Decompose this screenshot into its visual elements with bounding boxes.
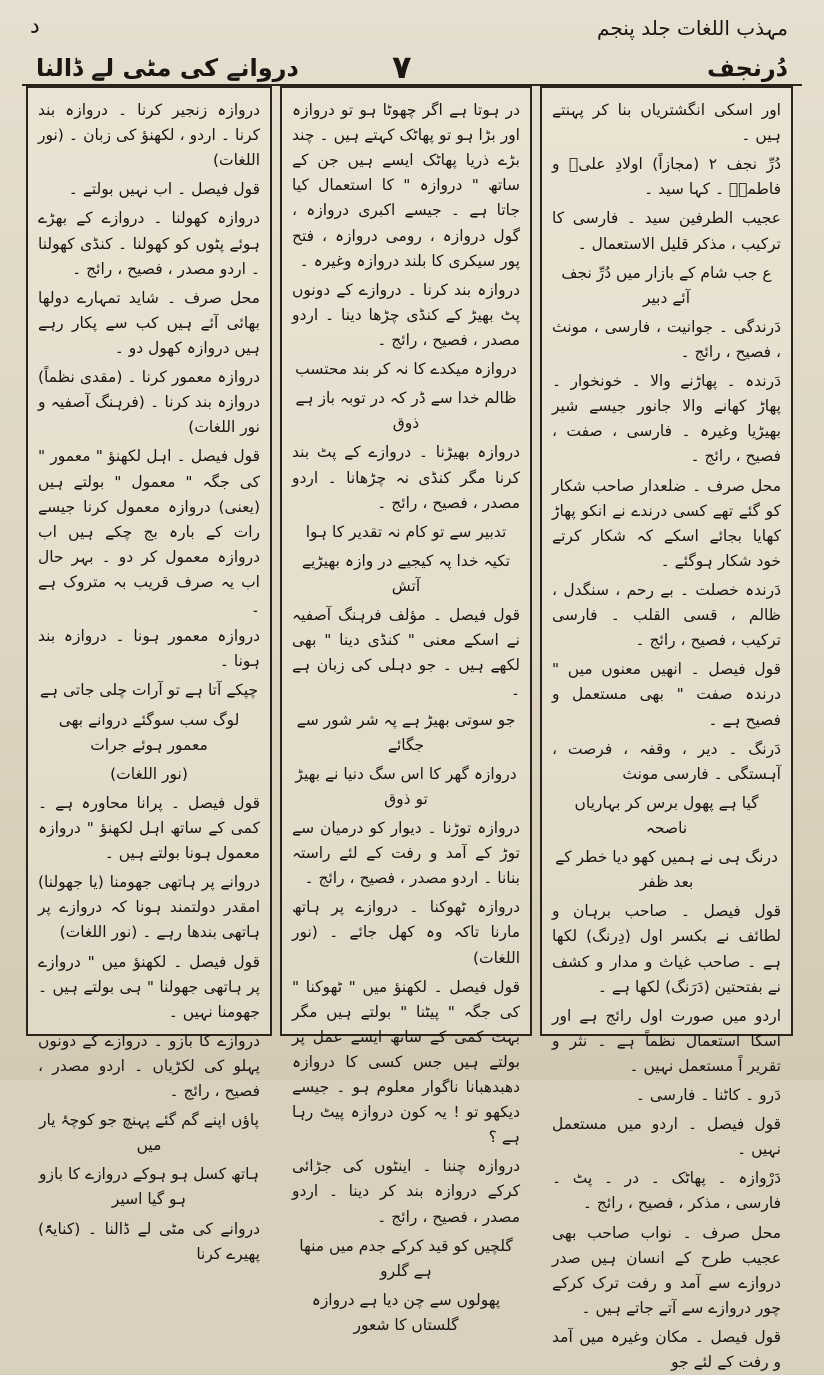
first-entry-word: دُرنجف (706, 54, 788, 82)
entry-paragraph: قول فیصل ۔ لکھنؤ میں " دروازے پر ہاتھی جھولنا " ہی بولتے ہیں ۔ جھومنا نہیں ۔ (38, 952, 260, 1021)
entry-paragraph: دَرنگ ۔ دیر ، وقفہ ، فرصت ، آہستگی ۔ فارسی مونث (552, 739, 781, 783)
section-letter: د (30, 14, 40, 39)
column-left (26, 86, 272, 1263)
entry-paragraph: قول فیصل ۔ اب نہیں بولتے ۔ (68, 180, 260, 199)
verse-line: تکیہ خدا پہ کیجیے در وازہ بھیڑیے آتش (301, 551, 511, 595)
entry-paragraph: اور اسکی انگشتریاں بنا کر پہنتے ہیں ۔ (552, 101, 781, 145)
entry-paragraph: قول فیصل ۔ اردو میں مستعمل نہیں ۔ (552, 1115, 781, 1159)
verse-line: ع جب شام کے بازار میں دُرِّ نجف آئے دبیر (561, 263, 772, 307)
entry-paragraph: دروازہ توڑنا ۔ دیوار کو درمیان سے توڑ کے آمد و رفت کے لئے راستہ بنانا ۔ اردو مصدر ، فصیح ، رائج ۔ (292, 818, 520, 888)
entry-paragraph: دروازہ معمور ہونا ۔ دروازہ بند ہونا ۔ (38, 627, 260, 671)
entry-paragraph: دروانے کی مٹی لے ڈالنا ۔ (کنایۃً) پھیرے کرنا (38, 1219, 260, 1263)
entry-paragraph: قول فیصل ۔ لکھنؤ میں " ٹھوکنا " کی جگہ " پیٹنا " بولتے ہیں مگر بہت کمی کے ساتھ ایسے عمل پر بولتے ہیں جس کسی کا دروازہ دھبدھبانا ناگوار معلوم ہو ۔ جیسے دیکھو تو ! یہ کون دروازہ پیٹ رہا ہے ؟ (292, 977, 520, 1147)
verse-line: درنگ ہی نے ہمیں کھو دیا خطر کے بعد ظفر (555, 848, 778, 892)
entry-paragraph: دَرندہ ۔ پھاڑنے والا ۔ خونخوار ۔ پھاڑ کھانے والا جانور جیسے شیر بھیڑیا وغیرہ ۔ فارسی ، صفت ، فصیح ، رائج ۔ (552, 372, 781, 466)
entry-paragraph: محل صرف ۔ نواب صاحب بھی عجیب طرح کے انسان ہیں صدر دروازے سے آمد و رفت ترک کرکے چور دروازے سے آتے جاتے ہیں ۔ (552, 1223, 781, 1317)
entry-paragraph: اردو میں صورت اول رائج ہے اور اسکا استعمال نظماً ہے ۔ نثر و تقریر اً مستعمل نہیں ۔ (552, 1006, 781, 1075)
entry-paragraph: قول فیصل ۔ اہل لکھنؤ " معمور " کی جگہ " معمول " بولتے ہیں (یعنی) دروازہ معمول کرنا جیسے رات کے بارہ بج چکے ہیں اب دروازہ معمول کر دو ۔ بہر حال اب یہ صرف قریب بہ متروک ہے ۔ (38, 447, 260, 617)
entry-paragraph: دَرندگی ۔ جوانیت ، فارسی ، مونث ، فصیح ، رائج ۔ (552, 317, 781, 361)
last-entry-word: دروانے کی مٹی لے ڈالنا (36, 54, 299, 82)
entry-paragraph: قول فیصل ۔ مکان وغیرہ میں آمد و رفت کے لئے جو (552, 1328, 781, 1372)
page-header (22, 6, 802, 84)
columns-frame (26, 86, 801, 1372)
verse-line: ہاتھ کسل ہو ہوکے دروازے کا بازو ہو گیا اسیر (39, 1165, 259, 1209)
verse-line: گیا ہے پھول برس کر بہاریاں ناصحہ (574, 793, 759, 837)
entry-paragraph: قول فیصل ۔ مؤلف فرہنگ آصفیہ نے اسکے معنی " کنڈی دینا " بھی لکھے ہیں ۔ جو دہلی کی زبان ہے ۔ (292, 606, 520, 700)
verse-line: لوگ سب سوگئے دروانے بھی معمور ہوئے جرات (58, 710, 240, 754)
entry-paragraph: عجیب الطرفین سید ۔ فارسی کا ترکیب ، مذکر قلیل الاستعمال ۔ (552, 209, 781, 253)
entry-paragraph: دروازہ زنجیر کرنا ۔ دروازہ بند کرنا ۔ اردو ، لکھنؤ کی زبان ۔ (نور اللغات) (38, 101, 260, 170)
entry-paragraph: دروازہ ٹھوکنا ۔ دروازے پر ہاتھ مارنا تاکہ وہ کھل جائے ۔ (نور اللغات) (292, 898, 520, 967)
verse-line: دروازہ گھر کا اس سگ دنیا نے بھیڑ تو ذوق (295, 764, 517, 808)
book-title: مہذب اللغات جلد پنجم (597, 16, 788, 40)
entry-paragraph: دروازہ بھیڑنا ۔ دروازے کے پٹ بند کرنا مگر کنڈی نہ چڑھانا ۔ اردو مصدر ، فصیح ، رائج ۔ (292, 443, 520, 512)
verse-line: ظالم خدا سے ڈر کہ در توبہ باز ہے ذوق (295, 389, 517, 433)
entry-paragraph: دروازے کا بازو ۔ دروازے کے دونوں پہلو کی لکڑیاں ۔ اردو مصدر ، فصیح ، رائج ۔ (38, 1031, 260, 1101)
entry-paragraph: در ہوتا ہے اگر چھوٹا ہو تو دروازہ اور بڑا ہو تو پھاٹک کہتے ہیں ۔ چند بڑے ذریا پھاٹک ایسے ہیں جن کے ساتھ " دروازہ " کا استعمال کیا جاتا ہے ۔ جیسے اکبری دروازہ ، گول دروازہ ، رومی دروازہ ، فتح پور سیکری کا بلند دروازہ وغیرہ ۔ (292, 101, 520, 270)
reference: (نور اللغات) (110, 764, 188, 783)
verse-line: دروازہ میکدے کا نہ کر بند محتسب (295, 360, 517, 379)
verse-line: پھولوں سے چن دیا ہے دروازہ گلستاں کا شعور (311, 1290, 501, 1335)
entry-paragraph: قول فیصل ۔ انھیں معنوں میں " درندہ صفت " بھی مستعمل و فصیح ہے ۔ (552, 660, 781, 729)
verse-line: چپکے آتا ہے تو آرات چلی جاتی ہے (39, 681, 259, 700)
verse-line: پاؤں اپنے گم گئے پہنچ جو کوچۂ یار میں (39, 1111, 259, 1155)
entry-paragraph: دروانے پر ہاتھی جھومنا (یا جھولنا) امقدر دولتمند ہونا کہ دروازے پر ہاتھی بندھا رہے ۔ (نور اللغات) (38, 873, 260, 942)
verse-line: گلچیں کو قید کرکے جدم میں منھا ہے گلرو (299, 1236, 513, 1280)
page-number: ۷ (392, 48, 412, 86)
entry-paragraph: محل صرف ۔ ضلعدار صاحب شکار کو گئے تھے کسی درندے نے انکو پھاڑ کھایا بجائے اسکے کہ شکار کرتے خود شکار ہوگئے ۔ (552, 476, 781, 570)
verse-line: تدبیر سے تو کام نہ تقدیر کا ہوا (305, 522, 507, 541)
entry-paragraph: قول فیصل ۔ پرانا محاورہ ہے ۔ کمی کے ساتھ اہل لکھنؤ " دروازہ معمول ہونا بولتے ہیں ۔ (38, 793, 260, 863)
column-middle (280, 86, 532, 1335)
entry-paragraph: دُرِّ نجف ۲ (مجازاً) اولادِ علیؑ و فاطمہؑ ۔ کہا سید ۔ (552, 155, 782, 199)
entry-paragraph: دَرندہ خصلت ۔ بے رحم ، سنگدل ، ظالم ، قسی القلب ۔ فارسی ترکیب ، فصیح ، رائج ۔ (552, 580, 781, 650)
entry-paragraph: قول فیصل ۔ صاحب برہان و لطائف نے بکسر اول (دِرنگ) لکھا ہے ۔ صاحب غیاث و مدار و کشف نے بفتحتین (دَرَنگ) لکھا ہے ۔ (552, 902, 781, 996)
entry-paragraph: دروازہ معمور کرنا ۔ (مقدی نظماً) دروازہ بند کرنا ۔ (فرہنگ آصفیہ و نور اللغات) (38, 368, 260, 437)
entry-paragraph: دروازہ چننا ۔ اینٹوں کی جڑائی کرکے دروازہ بند کر دینا ۔ اردو مصدر ، فصیح ، رائج ۔ (292, 1157, 520, 1226)
entry-paragraph: دروازہ بند کرنا ۔ دروازے کے دونوں پٹ بھیڑ کے کنڈی چڑھا دینا ۔ اردو مصدر ، فصیح ، رائج ۔ (292, 280, 520, 349)
entry-paragraph: دروازہ کھولنا ۔ دروازے کے بھڑے ہوئے پٹوں کو کھولنا ۔ کنڈی کھولنا ۔ اردو مصدر ، فصیح ، رائج ۔ (38, 209, 260, 278)
verse-line: جو سوتی بھیڑ ہے پہ شر شور سے جگائے (296, 710, 516, 754)
entry-paragraph: محل صرف ۔ شاید تمہارے دولھا بھائی آئے ہیں کب سے پکار رہے ہیں دروازہ کھول دو ۔ (38, 288, 260, 357)
column-right (540, 86, 793, 1372)
entry-paragraph: دَرو ۔ کاٹنا ۔ فارسی ۔ (635, 1086, 781, 1105)
entry-paragraph: دَرْوازہ ۔ پھاٹک ۔ در ۔ پٹ ۔ فارسی ، مذکر ، فصیح ، رائج ۔ (552, 1169, 781, 1213)
